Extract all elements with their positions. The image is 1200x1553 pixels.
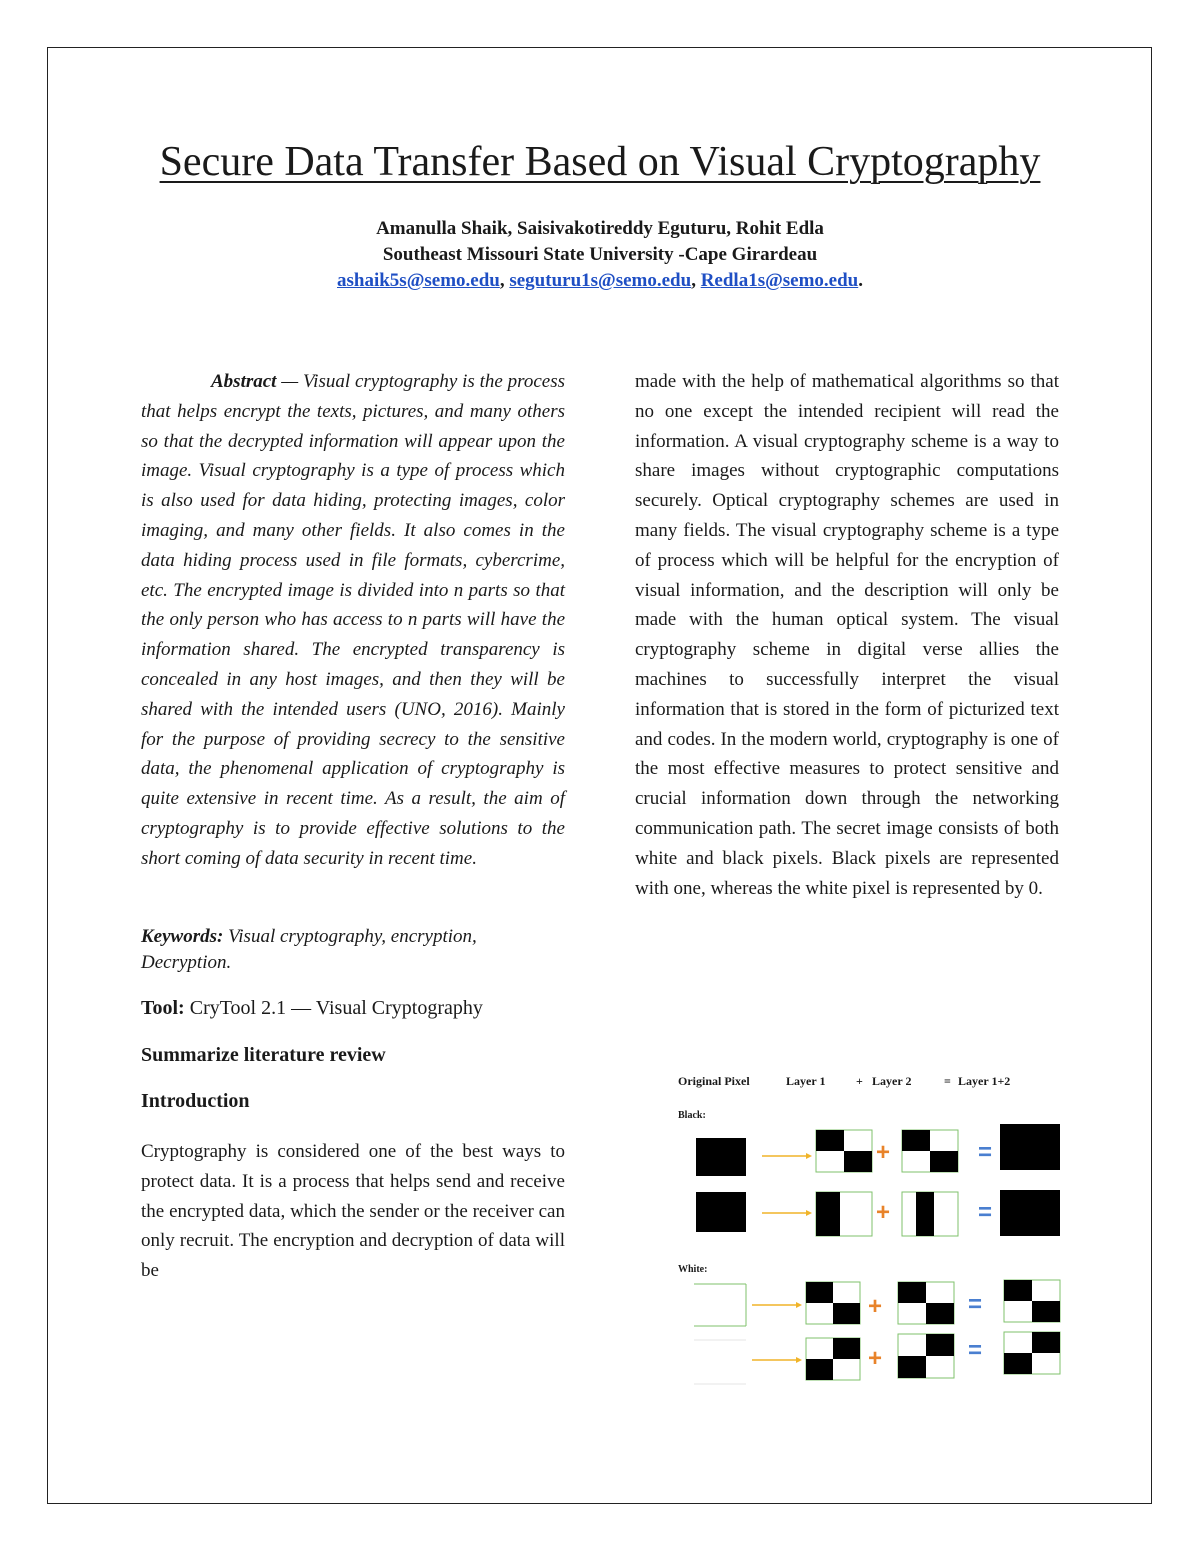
figure-header-layer1: Layer 1 [786,1074,826,1088]
figure-label-black: Black: [678,1110,706,1121]
equals-sign: = [968,1291,983,1318]
intro-paragraph-right: made with the help of mathematical algorithms so that no one except the intended recipient will read the information. A visual cryptography scheme is a way to share images without cryptographic computations securely. Optical cryptography schemes are used in many fields. The visual cryptography scheme is a type of process which will be helpful for the encryption of visual information, and the description will only be made with the human optical system. The visual cryptography scheme in digital verse allies the machines to successfully interpret the visual information that is stored in the form of picturized text and codes. In the modern world, cryptography is one of the most effective measures to protect sensitive and crucial information down through the networking communication path. The secret image consists of both white and black pixels. Black pixels are represented with one, whereas the white pixel is represented by 0. [635,371,1059,899]
black-result-pixel [1000,1124,1060,1170]
white-original-pixel [694,1284,746,1326]
arrow-head [796,1357,802,1363]
abstract-dash: — [276,371,303,392]
plus-sign: + [868,1345,883,1372]
figure-header-result: Layer 1+2 [958,1074,1011,1088]
plus-sign: + [868,1293,883,1320]
tool-label: Tool: [141,996,185,1019]
keywords [141,924,565,976]
white-original-pixel [694,1340,746,1384]
plus-sign: + [876,1199,891,1226]
figure-header-plus: + [856,1074,863,1088]
black-layer2-share [902,1130,958,1172]
author-block [0,216,1200,294]
section-heading-introduction: Introduction [141,1090,250,1113]
author-names: Amanulla Shaik, Saisivakotireddy Eguturu, Rohit Edla [376,218,824,239]
black-layer1-share [816,1192,872,1236]
arrow-head [796,1302,802,1308]
abstract-text: Visual cryptography is the process that helps encrypt the texts, pictures, and many others so that the decrypted information will appear upon the image. Visual cryptography is a type of process which is also used for data hiding, protecting images, color imaging, and many other fields. It also comes in the data hiding process used in file formats, cybercrime, etc. The encrypted image is divided into n parts so that the only person who has access to n parts will have the information shared. The encrypted transparency is concealed in any host images, and then they will be shared with the intended users (UNO, 2016). Mainly for the purpose of providing secrecy to the sensitive data, the phenomenal application of cryptography is quite extensive in recent time. As a result, the aim of cryptography is to provide effective solutions to the short coming of data security in recent time. [141,371,565,869]
pixel-sharing-figure [676,1068,1076,1398]
abstract-label: Abstract [211,371,277,392]
email-link-2[interactable]: seguturu1s@semo.edu [509,270,692,291]
arrow-head [806,1153,812,1159]
white-result-pattern [1004,1332,1060,1374]
keywords-label: Keywords: [141,925,224,947]
abstract [141,367,565,874]
email-link-1[interactable]: ashaik5s@semo.edu [337,270,500,291]
affiliation: Southeast Missouri State University -Cape Girardeau [382,244,818,265]
keywords-text: Visual cryptography, encryption, Decryption. [141,925,477,973]
figure-diagram [676,1068,1076,1398]
equals-sign: = [978,1199,993,1226]
black-original-pixel [696,1192,746,1232]
white-result-pattern [1004,1280,1060,1322]
email-separator: , [499,270,510,291]
intro-paragraph-left: Cryptography is considered one of the best ways to protect data. It is a process that helps send and receive the encrypted data, which the sender or the receiver can only recruit. The encryption and decryption of data will be [141,1140,565,1282]
figure-label-white: White: [678,1264,708,1275]
figure-header-equals: = [944,1074,951,1088]
plus-sign: + [876,1139,891,1166]
white-layer1-share [806,1338,860,1380]
white-layer2-share [898,1282,954,1324]
figure-header-original: Original Pixel [678,1074,750,1088]
email-terminator: . [858,270,863,291]
email-link-3[interactable]: Redla1s@semo.edu [700,270,859,291]
right-column [635,367,1059,903]
white-layer2-share [898,1334,954,1378]
section-heading-literature: Summarize literature review [141,1044,386,1067]
paper-title: Secure Data Transfer Based on Visual Cryptography [159,139,1041,185]
arrow-head [806,1210,812,1216]
tool-line [141,994,565,1024]
black-result-pixel [1000,1190,1060,1236]
equals-sign: = [978,1139,993,1166]
black-layer1-share [816,1130,872,1172]
email-separator: , [691,270,701,291]
email-line [0,268,1200,294]
equals-sign: = [968,1337,983,1364]
left-column [141,367,565,1286]
white-layer1-share [806,1282,860,1324]
black-original-pixel [696,1138,746,1176]
figure-header-layer2: Layer 2 [872,1074,912,1088]
black-layer2-share [902,1192,958,1236]
tool-text: CryTool 2.1 — Visual Cryptography [184,996,483,1019]
